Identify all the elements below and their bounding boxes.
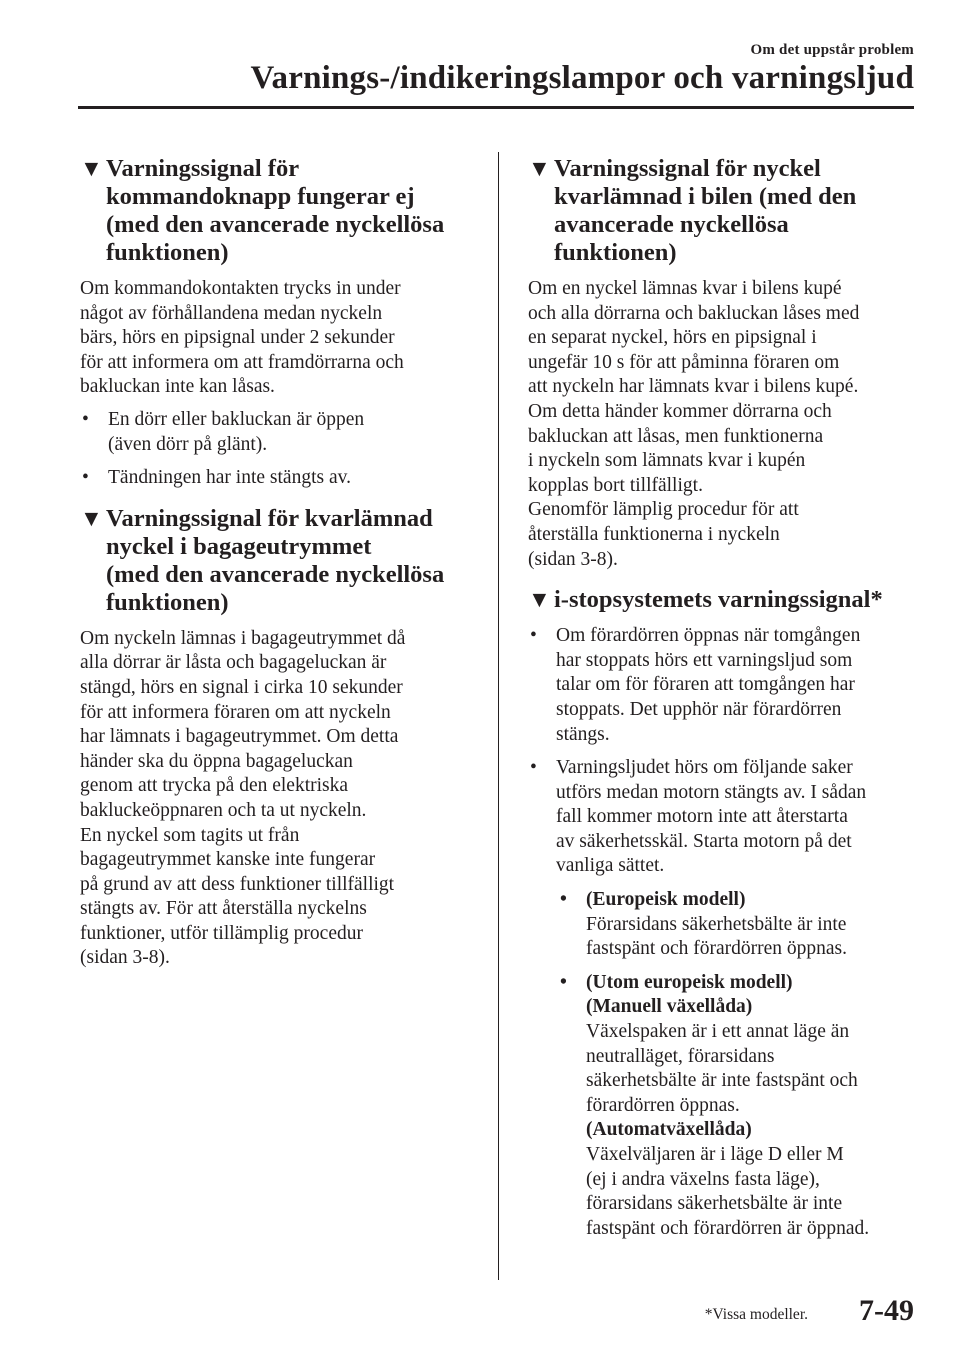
body-line: kopplas bort tillfälligt. bbox=[528, 474, 703, 496]
body-line: Om detta händer kommer dörrarna och bbox=[528, 400, 832, 422]
bullet-line: talar om för föraren att tomgången har bbox=[556, 674, 855, 696]
body-line: händer ska du öppna bagageluckan bbox=[80, 750, 353, 772]
sub-bullet-label: (Europeisk modell) bbox=[586, 889, 746, 911]
triangle-marker-icon: ▼ bbox=[80, 505, 103, 531]
heading-line: kommandoknapp fungerar ej bbox=[106, 183, 415, 210]
body-line: stängd, hörs en signal i cirka 10 sekunder bbox=[80, 676, 403, 698]
body-line: för att informera om att framdörrarna och bbox=[80, 351, 404, 373]
sub-bullet-label: (Automatväxellåda) bbox=[586, 1119, 752, 1141]
bullet-line: Tändningen har inte stängts av. bbox=[108, 467, 351, 489]
sub-bullet-line: förarsidans säkerhetsbälte är inte bbox=[586, 1193, 843, 1215]
bullet-text bbox=[108, 466, 475, 491]
section-heading bbox=[528, 155, 920, 267]
body-line: att nyckeln har lämnats kvar i bilens kupé. bbox=[528, 376, 859, 398]
body-line: återställa funktionerna i nyckeln bbox=[528, 523, 780, 545]
sub-bullet-dot-icon: • bbox=[560, 971, 567, 993]
bullet-item bbox=[528, 756, 920, 1250]
section-heading-text bbox=[106, 155, 475, 267]
sub-bullet-line: Växelspaken är i ett annat läge än bbox=[586, 1021, 850, 1043]
sub-bullet-line: säkerhetsbälte är inte fastspänt och bbox=[586, 1070, 858, 1092]
bullet-dot-icon: • bbox=[530, 757, 537, 779]
bullet-line: En dörr eller bakluckan är öppen bbox=[108, 408, 365, 430]
bullet-list bbox=[80, 408, 475, 491]
body-line: bakluckan att låsas, men funktionerna bbox=[528, 425, 824, 447]
body-line: på grund av att dess funktioner tillfälligt bbox=[80, 873, 395, 895]
bullet-dot-icon: • bbox=[82, 467, 89, 489]
body-line: har lämnats i bagageutrymmet. Om detta bbox=[80, 726, 399, 748]
bullet-list bbox=[528, 624, 920, 1250]
body-line: (sidan 3-8). bbox=[528, 548, 618, 570]
bullet-dot-icon: • bbox=[530, 625, 537, 647]
body-line: en separat nyckel, hörs en pipsignal i bbox=[528, 327, 817, 349]
bullet-dot-icon: • bbox=[82, 408, 89, 430]
body-line: En nyckel som tagits ut från bbox=[80, 824, 300, 846]
body-line: stängts av. För att återställa nyckelns bbox=[80, 898, 367, 920]
sub-bullet-list bbox=[556, 888, 920, 1241]
section-heading-text bbox=[554, 586, 920, 614]
sub-bullet-item bbox=[556, 888, 920, 962]
heading-line: Varningssignal för bbox=[106, 155, 300, 182]
bullet-line: vanliga sättet. bbox=[556, 855, 665, 877]
left-column bbox=[80, 155, 475, 985]
body-line: bakluckeöppnaren och ta ut nyckeln. bbox=[80, 799, 367, 821]
body-line: alla dörrar är låsta och bagageluckan är bbox=[80, 652, 387, 674]
body-line: i nyckeln som lämnats kvar i kupén bbox=[528, 450, 806, 472]
right-column bbox=[528, 155, 920, 1264]
bullet-line: Om förardörren öppnas när tomgången bbox=[556, 625, 861, 647]
section-label: Om det uppstår problem bbox=[750, 42, 914, 58]
bullet-line: har stoppats hörs ett varningsljud som bbox=[556, 649, 853, 671]
column-divider bbox=[498, 152, 499, 1280]
heading-line: avancerade nyckellösa bbox=[554, 211, 789, 238]
right-section-1 bbox=[528, 586, 920, 1250]
sub-bullet-text bbox=[586, 971, 920, 1242]
body-line: genom att trycka på den elektriska bbox=[80, 775, 349, 797]
header-rule bbox=[78, 106, 914, 109]
body-line: något av förhållandena medan nyckeln bbox=[80, 302, 383, 324]
bullet-text bbox=[108, 408, 475, 457]
section-heading bbox=[528, 586, 920, 614]
triangle-marker-icon: ▼ bbox=[528, 156, 551, 181]
bullet-item bbox=[528, 624, 920, 747]
sub-bullet-text bbox=[586, 888, 920, 962]
sub-bullet-label: (Manuell växellåda) bbox=[586, 996, 753, 1018]
section-heading-text bbox=[106, 505, 475, 617]
section-body bbox=[528, 277, 920, 572]
footnote: *Vissa modeller. bbox=[704, 1306, 808, 1323]
section-body bbox=[80, 277, 475, 400]
body-line: Om nyckeln lämnas i bagageutrymmet då bbox=[80, 627, 406, 649]
bullet-item bbox=[80, 466, 475, 491]
heading-line: (med den avancerade nyckellösa bbox=[106, 560, 445, 588]
heading-line: Varningssignal för nyckel bbox=[554, 155, 821, 182]
left-section-0 bbox=[80, 155, 475, 491]
section-body bbox=[80, 627, 475, 971]
body-line: ungefär 10 s för att påminna föraren om bbox=[528, 351, 840, 373]
sub-bullet-line: (ej i andra växelns fasta läge), bbox=[586, 1168, 820, 1190]
sub-bullet-line: fastspänt och förardörren är öppnad. bbox=[586, 1217, 870, 1239]
page-number: 7-49 bbox=[859, 1294, 914, 1327]
heading-line: funktionen) bbox=[106, 239, 229, 266]
body-line: bagageutrymmet kanske inte fungerar bbox=[80, 849, 376, 871]
body-line: bakluckan inte kan låsas. bbox=[80, 376, 275, 398]
bullet-line: av säkerhetsskäl. Starta motorn på det bbox=[556, 830, 852, 852]
body-line: för att informera föraren om att nyckeln bbox=[80, 701, 391, 723]
heading-line: (med den avancerade nyckellösa bbox=[106, 211, 445, 238]
section-heading-text bbox=[554, 155, 920, 267]
bullet-line: fall kommer motorn inte att återstarta bbox=[556, 806, 848, 828]
heading-line: Varningssignal för kvarlämnad bbox=[106, 504, 433, 532]
sub-bullet-line: Förarsidans säkerhetsbälte är inte bbox=[586, 913, 847, 935]
left-section-1 bbox=[80, 505, 475, 971]
bullet-text bbox=[556, 624, 920, 747]
heading-line: nyckel i bagageutrymmet bbox=[106, 532, 372, 560]
triangle-marker-icon: ▼ bbox=[80, 156, 103, 181]
sub-bullet-line: fastspänt och förardörren öppnas. bbox=[586, 938, 847, 960]
bullet-line: utförs medan motorn stängts av. I sådan bbox=[556, 781, 867, 803]
bullet-line: stängs. bbox=[556, 723, 610, 745]
section-heading bbox=[80, 155, 475, 267]
bullet-line: stoppats. Det upphör när förardörren bbox=[556, 698, 842, 720]
triangle-marker-icon: ▼ bbox=[528, 587, 551, 613]
heading-line: funktionen) bbox=[554, 239, 677, 266]
body-line: Om en nyckel lämnas kvar i bilens kupé bbox=[528, 278, 842, 299]
body-line: Genomför lämplig procedur för att bbox=[528, 499, 799, 521]
sub-bullet-dot-icon: • bbox=[560, 889, 567, 911]
bullet-text bbox=[556, 756, 920, 1250]
bullet-line: Varningsljudet hörs om följande saker bbox=[556, 757, 853, 779]
heading-line: kvarlämnad i bilen (med den bbox=[554, 183, 857, 210]
heading-line: i-stopsystemets varningssignal* bbox=[554, 586, 883, 614]
body-line: funktioner, utför tillämplig procedur bbox=[80, 922, 363, 944]
section-heading bbox=[80, 505, 475, 617]
bullet-line: (även dörr på glänt). bbox=[108, 433, 268, 455]
right-section-0 bbox=[528, 155, 920, 572]
sub-bullet-line: Växelväljaren är i läge D eller M bbox=[586, 1144, 844, 1165]
body-line: och alla dörrarna och bakluckan låses med bbox=[528, 302, 860, 324]
sub-bullet-line: förardörren öppnas. bbox=[586, 1094, 740, 1116]
sub-bullet-item bbox=[556, 971, 920, 1242]
sub-bullet-label: (Utom europeisk modell) bbox=[586, 971, 793, 993]
sub-bullet-line: neutralläget, förarsidans bbox=[586, 1045, 775, 1067]
body-line: bärs, hörs en pipsignal under 2 sekunder bbox=[80, 327, 395, 349]
bullet-item bbox=[80, 408, 475, 457]
heading-line: funktionen) bbox=[106, 588, 229, 616]
page-title: Varnings-/indikeringslampor och varningsljud bbox=[250, 60, 914, 96]
body-line: Om kommandokontakten trycks in under bbox=[80, 278, 401, 299]
body-line: (sidan 3-8). bbox=[80, 947, 170, 969]
